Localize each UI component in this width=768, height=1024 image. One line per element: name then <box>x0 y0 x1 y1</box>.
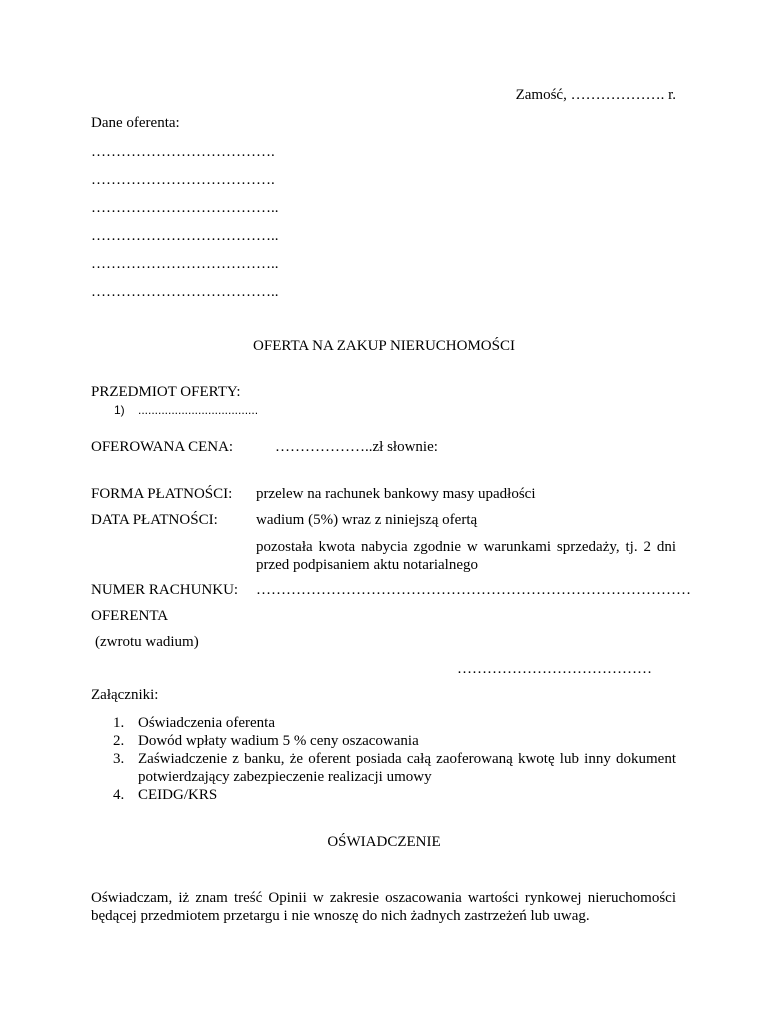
account-note: (zwrotu wadium) <box>95 634 199 650</box>
subject-item-placeholder: .................................... <box>138 403 259 417</box>
list-item-text: Dowód wpłaty wadium 5 % ceny oszacowania <box>138 733 419 749</box>
account-number-placeholder: …………………………………………………………………………… <box>256 582 691 598</box>
offeror-line: ……………………………….. <box>91 200 279 216</box>
attachments-label: Załączniki: <box>91 687 159 703</box>
price-label: OFEROWANA CENA: <box>91 439 234 455</box>
statement-title: OŚWIADCZENIE <box>327 834 441 850</box>
subject-label: PRZEDMIOT OFERTY: <box>91 384 241 400</box>
account-label-offeror: OFERENTA <box>91 608 169 624</box>
offeror-line: ……………………………….. <box>91 256 279 272</box>
price-value: ………………..zł słownie: <box>275 439 438 455</box>
statement-text: Oświadczam, iż znam treść Opinii w zakresie oszacowania wartości rynkowej nieruchomości będącej przedmiotem przetargu i nie wnoszę do nich żadnych zastrzeżeń lub uwag. <box>91 890 676 924</box>
offeror-line: ………………………………. <box>91 144 275 160</box>
signature-line: ………………………………… <box>457 661 652 677</box>
list-item-number: 2. <box>113 733 125 749</box>
list-item-text: CEIDG/KRS <box>138 787 218 803</box>
document-title: OFERTA NA ZAKUP NIERUCHOMOŚCI <box>253 338 515 354</box>
list-item-text: Zaświadczenie z banku, że oferent posiada całą zaoferowaną kwotę lub inny dokument potwierdzający zabezpieczenie realizacji umowy <box>138 751 676 785</box>
list-item-number: 1. <box>113 715 125 731</box>
offeror-label: Dane oferenta: <box>91 115 180 131</box>
attachments-list <box>91 714 676 804</box>
payment-date-label: DATA PŁATNOŚCI: <box>91 512 218 528</box>
place-date: Zamość, ………………. r. <box>515 87 676 103</box>
offeror-line: ……………………………….. <box>91 228 279 244</box>
offeror-line: ………………………………. <box>91 172 275 188</box>
list-item <box>91 732 676 750</box>
payment-date-deposit: wadium (5%) wraz z niniejszą ofertą <box>256 512 478 528</box>
list-item <box>91 750 676 786</box>
subject-item-number: 1) <box>114 403 125 417</box>
account-label: NUMER RACHUNKU: <box>91 582 239 598</box>
payment-date-remaining: pozostała kwota nabycia zgodnie w warunkami sprzedaży, tj. 2 dni przed podpisaniem aktu notarialnego <box>256 539 676 573</box>
list-item-text: Oświadczenia oferenta <box>138 715 276 731</box>
payment-form-value: przelew na rachunek bankowy masy upadłości <box>256 486 536 502</box>
payment-form-label: FORMA PŁATNOŚCI: <box>91 486 233 502</box>
list-item-number: 3. <box>113 751 125 767</box>
list-item-number: 4. <box>113 787 125 803</box>
offeror-line: ……………………………….. <box>91 284 279 300</box>
list-item <box>91 714 676 732</box>
list-item <box>91 786 676 804</box>
